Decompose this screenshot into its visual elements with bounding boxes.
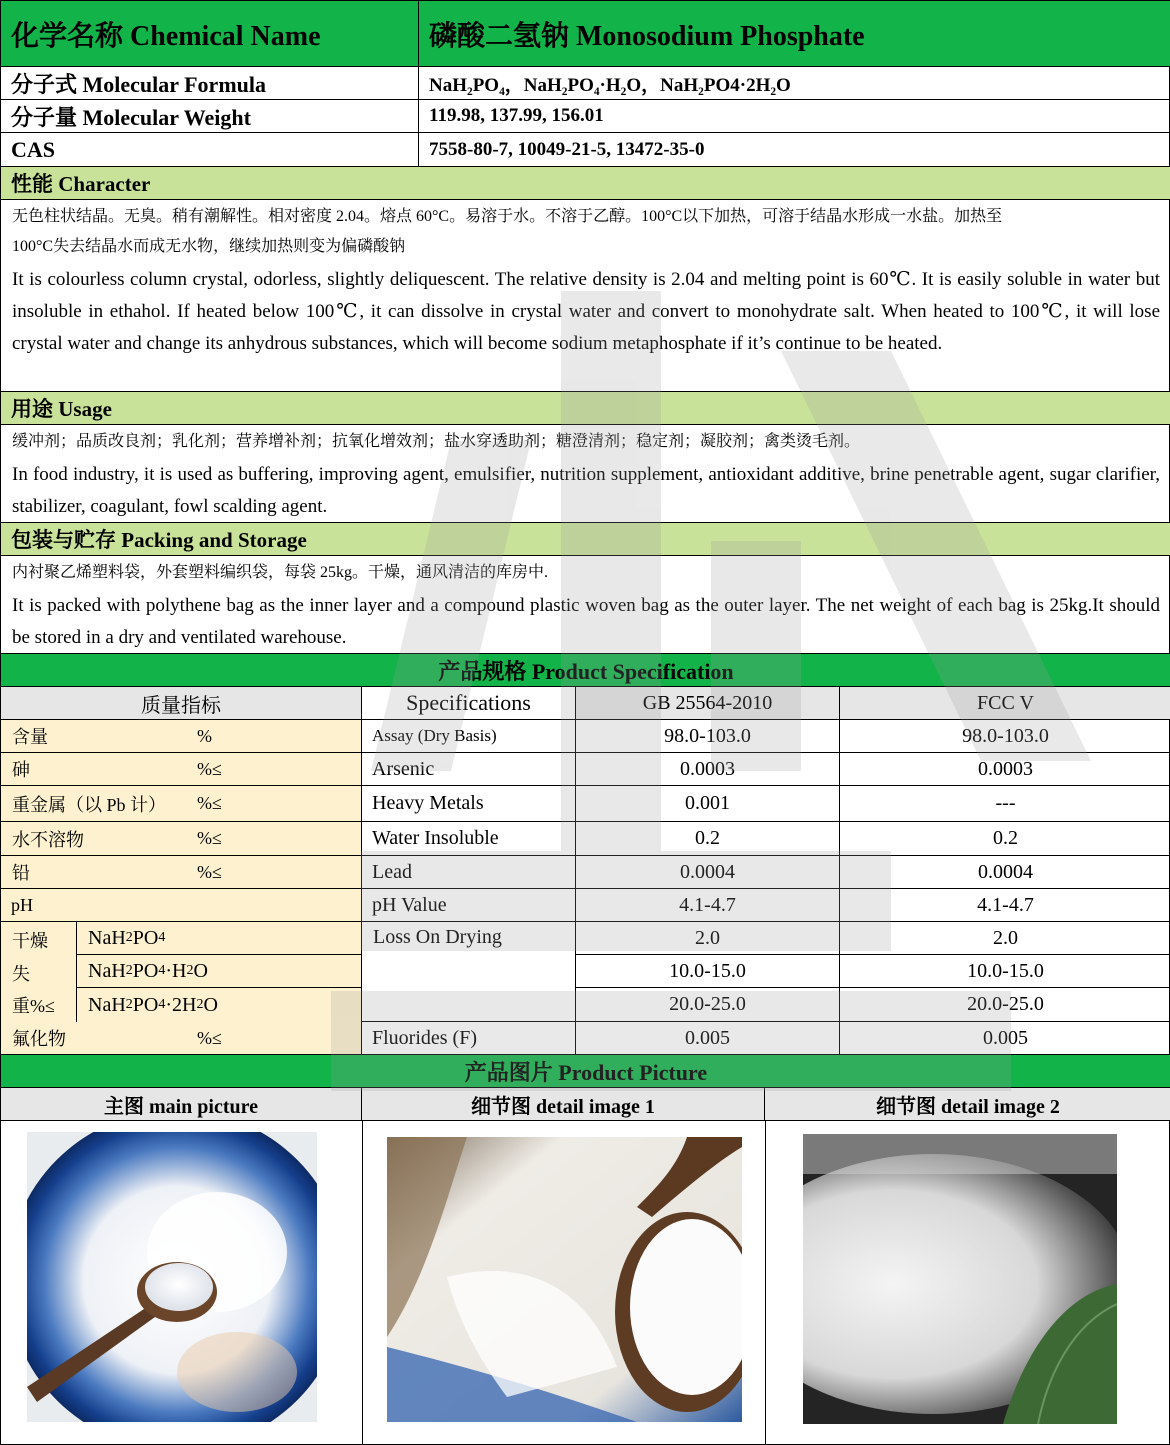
cas-row xyxy=(1,133,1170,167)
spec-cn-cell xyxy=(1,786,362,821)
drying-form-1: NaH 2 PO 4 xyxy=(77,922,362,955)
spec-cn: 含量 xyxy=(12,727,48,747)
drying-form-2: NaH 2 PO 4 ·H 2 O xyxy=(77,955,362,988)
character-header xyxy=(1,167,1170,200)
detail-picture-2 xyxy=(803,1134,1117,1424)
usage-body xyxy=(1,425,1170,523)
col-gb: GB 25564-2010 xyxy=(576,687,840,719)
spec-unit: %≤ xyxy=(197,1027,222,1048)
picture-header xyxy=(1,1055,1170,1088)
spec-en: Lead xyxy=(362,856,576,888)
spec-en: Assay (Dry Basis) xyxy=(362,720,576,752)
picture-label-detail-2: 细节图 detail image 2 xyxy=(876,1095,1060,1118)
spec-cn-cell xyxy=(1,720,362,752)
packing-header xyxy=(1,523,1170,556)
drying-form-3: NaH 2 PO 4 ·2H 2 O xyxy=(88,993,218,1016)
formula-row xyxy=(1,67,1170,100)
detail-picture-1 xyxy=(387,1137,742,1422)
drying-fcc-1: 2.0 xyxy=(840,922,1170,955)
formula-value: NaH₂PO₄，NaH₂PO₄·H₂O，NaH₂PO4·2H₂O xyxy=(429,74,791,96)
table-row xyxy=(1,889,1170,922)
drying-gb-1: 2.0 xyxy=(576,922,839,955)
drying-cn-3: 重%≤ xyxy=(12,996,55,1016)
spec-en: Fluorides (F) xyxy=(362,1022,576,1054)
spec-cn: 水不溶物 xyxy=(12,829,84,850)
spec-cn: 氟化物 xyxy=(12,1029,66,1049)
drying-fcc-3: 20.0-25.0 xyxy=(967,993,1044,1015)
formula-label: 分子式 Molecular Formula xyxy=(1,67,419,99)
packing-body xyxy=(1,556,1170,654)
spec-cn: pH xyxy=(1,889,362,921)
chemical-name-value: 磷酸二氢钠 Monosodium Phosphate xyxy=(429,20,865,52)
spec-fcc: --- xyxy=(995,792,1016,814)
spec-unit: %≤ xyxy=(197,793,222,813)
drying-cn-1: 干燥 xyxy=(12,931,48,951)
drying-fcc xyxy=(840,922,1170,1022)
table-row xyxy=(1,720,1170,753)
spec-cn: 重金属（以 Pb 计） xyxy=(12,794,167,815)
spec-unit: %≤ xyxy=(197,758,222,779)
spec-title: 产品规格 Product Specification xyxy=(438,658,734,684)
cas-label: CAS xyxy=(1,133,419,166)
drying-block xyxy=(1,922,1170,1022)
usage-cn: 缓冲剂；品质改良剂；乳化剂；营养增补剂；抗氧化增效剂；盐水穿透助剂；糖澄清剂；稳定剂；凝胶剂；禽类烫毛剂。 xyxy=(12,433,861,450)
chemical-name-row xyxy=(1,1,1170,67)
spec-cn-cell xyxy=(1,1022,362,1054)
spec-cn-cell xyxy=(1,856,362,888)
character-cn-line1: 无色柱状结晶。无臭。稍有潮解性。相对密度 2.04。熔点 60°C。易溶于水。不溶于乙醇。100°C以下加热，可溶于结晶水形成一水盐。加热至 xyxy=(12,208,1003,225)
character-title: 性能 Character xyxy=(11,172,151,196)
spec-fcc: 0.0003 xyxy=(978,757,1033,780)
character-body xyxy=(1,200,1170,392)
packing-title: 包装与贮存 Packing and Storage xyxy=(11,528,307,552)
table-row xyxy=(1,1022,1170,1055)
weight-row xyxy=(1,100,1170,133)
spec-cn: 砷 xyxy=(12,760,30,780)
character-en: It is colourless column crystal, odorless, slightly deliquescent. The relative density is 2.04 and melting point is 60℃. It is easily soluble in water but insoluble in ethahol. If heated below 100℃, it can dissolve in crystal water and convert to monohydrate salt. When heated to 100℃, it will lose crystal water and change its anhydrous substances, which will become sodium metaphosphate if it’s continue to be heated. xyxy=(12,269,1160,354)
packing-cn: 内衬聚乙烯塑料袋，外套塑料编织袋，每袋 25kg。干燥，通风清洁的库房中. xyxy=(12,564,549,581)
spec-gb: 0.005 xyxy=(576,1022,840,1054)
picture-label-main: 主图 main picture xyxy=(1,1088,362,1120)
spec-gb: 0.2 xyxy=(576,822,840,855)
spec-gb: 0.001 xyxy=(576,786,840,821)
spec-column-headers xyxy=(1,687,1170,720)
table-row xyxy=(1,822,1170,856)
drying-cn-2: 失 xyxy=(12,964,30,984)
picture-label-detail-1: 细节图 detail image 1 xyxy=(362,1088,765,1120)
spec-en: Water Insoluble xyxy=(362,822,576,855)
table-row xyxy=(1,786,1170,822)
spec-gb: 4.1-4.7 xyxy=(576,889,840,921)
spec-gb: 0.0003 xyxy=(576,753,840,785)
col-fcc: FCC V xyxy=(977,691,1034,714)
chemical-name-label: 化学名称 Chemical Name xyxy=(1,1,419,66)
cas-value: 7558-80-7, 10049-21-5, 13472-35-0 xyxy=(429,138,705,160)
main-picture xyxy=(27,1132,317,1422)
spec-fcc: 4.1-4.7 xyxy=(977,893,1034,916)
weight-label: 分子量 Molecular Weight xyxy=(1,100,419,132)
drying-gb xyxy=(576,922,840,1022)
drying-cn-cell xyxy=(1,922,77,1022)
spec-en: Arsenic xyxy=(362,753,576,785)
table-row xyxy=(1,856,1170,889)
spec-fcc: 98.0-103.0 xyxy=(962,724,1049,747)
spec-unit: %≤ xyxy=(197,861,222,882)
picture-divider xyxy=(362,1121,363,1445)
drying-gb-3: 20.0-25.0 xyxy=(669,993,746,1015)
packing-en: It is packed with polythene bag as the inner layer and a compound plastic woven bag as the outer layer. The net weight of each bag is 25kg.It should be stored in a dry and ventilated warehouse. xyxy=(12,595,1160,648)
spec-fcc: 0.005 xyxy=(983,1026,1028,1049)
spec-unit: %≤ xyxy=(197,828,222,848)
spec-gb: 98.0-103.0 xyxy=(576,720,840,752)
spec-en: pH Value xyxy=(362,889,576,921)
picture-divider xyxy=(765,1121,766,1445)
usage-title: 用途 Usage xyxy=(11,397,112,421)
drying-fcc-2: 10.0-15.0 xyxy=(840,955,1170,988)
usage-en: In food industry, it is used as buffering, improving agent, emulsifier, nutrition supplement, antioxidant additive, brine penetrable agent, sugar clarifier, stabilizer, coagulant, fowl scalding agent. xyxy=(12,464,1160,517)
character-cn-line2: 100°C失去结晶水而成无水物，继续加热则变为偏磷酸钠 xyxy=(12,238,406,255)
spec-unit: % xyxy=(197,725,212,746)
spec-en: Heavy Metals xyxy=(362,786,576,821)
drying-forms xyxy=(77,922,362,1022)
spec-cn-cell xyxy=(1,753,362,785)
table-row xyxy=(1,753,1170,786)
spec-cn: 铅 xyxy=(12,863,30,883)
spec-cn-cell xyxy=(1,822,362,855)
spec-gb: 0.0004 xyxy=(576,856,840,888)
weight-value: 119.98, 137.99, 156.01 xyxy=(429,105,604,126)
picture-title: 产品图片 Product Picture xyxy=(464,1059,708,1085)
col-quality-index: 质量指标 xyxy=(1,687,362,719)
spec-fcc: 0.0004 xyxy=(978,860,1033,883)
spec-fcc: 0.2 xyxy=(993,827,1018,849)
picture-labels xyxy=(1,1088,1170,1121)
spec-header xyxy=(1,654,1170,687)
usage-header xyxy=(1,392,1170,425)
drying-gb-2: 10.0-15.0 xyxy=(576,955,839,988)
drying-en: Loss On Drying xyxy=(362,922,576,1022)
col-specifications: Specifications xyxy=(362,687,576,719)
